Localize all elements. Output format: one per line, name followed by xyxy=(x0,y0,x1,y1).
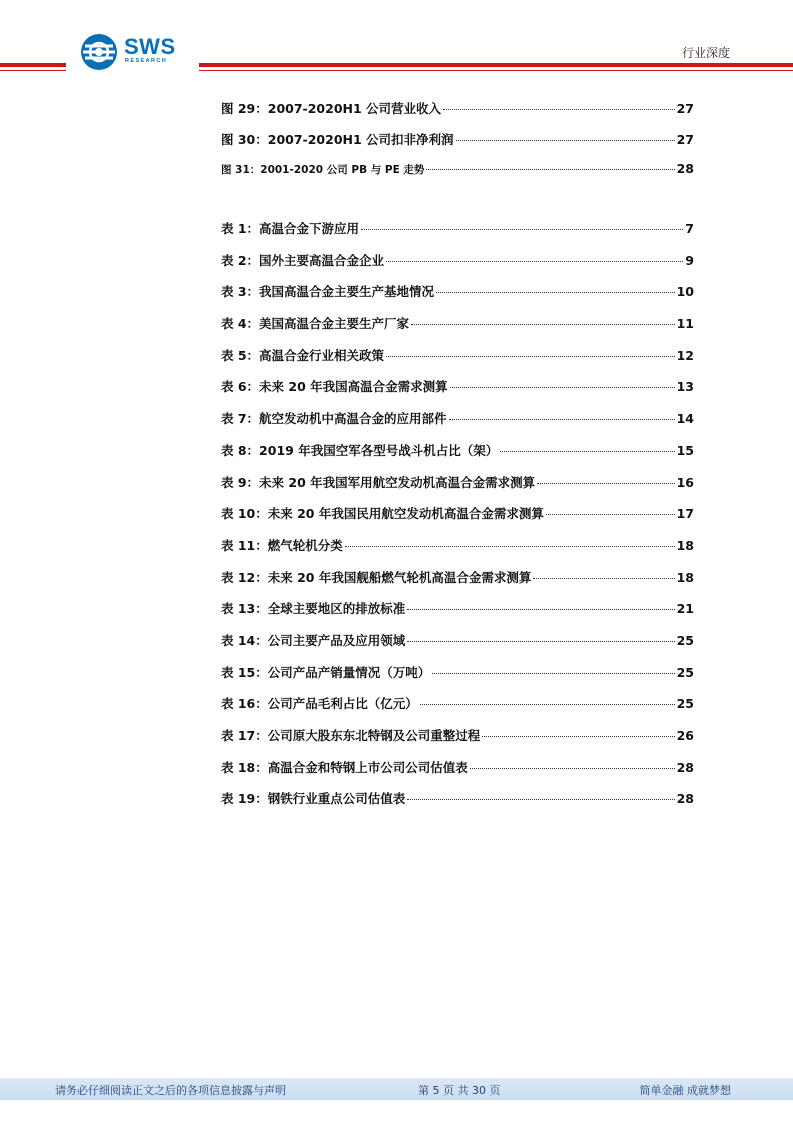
toc-entry-label: 表 12：未来 20 年我国舰船燃气轮机高温合金需求测算 xyxy=(221,569,532,585)
toc-entry-page: 12 xyxy=(676,347,694,363)
toc-entry-label: 表 4：美国高温合金主要生产厂家 xyxy=(221,316,410,332)
toc-entry-table-6[interactable] xyxy=(221,377,694,409)
toc-entry-page: 25 xyxy=(676,664,694,680)
toc-leader-dots xyxy=(456,140,675,141)
toc-entry-table-13[interactable] xyxy=(221,599,694,631)
toc-entry-label: 表 14：公司主要产品及应用领域 xyxy=(221,632,406,648)
toc-entry-label: 图 29：2007-2020H1 公司营业收入 xyxy=(221,101,442,116)
toc-entry-label: 表 13：全球主要地区的排放标准 xyxy=(221,601,406,617)
toc-entry-table-18[interactable] xyxy=(221,758,694,790)
toc-entry-label: 表 3：我国高温合金主要生产基地情况 xyxy=(221,284,435,300)
toc-entry-table-12[interactable] xyxy=(221,568,694,600)
toc-leader-dots xyxy=(426,169,674,170)
toc-leader-dots xyxy=(407,609,674,610)
toc-entry-label: 表 16：公司产品毛利占比（亿元） xyxy=(221,696,418,712)
toc-entry-label: 表 11：燃气轮机分类 xyxy=(221,537,343,553)
toc-entry-table-9[interactable] xyxy=(221,473,694,505)
toc-entry-label: 表 7：航空发动机中高温合金的应用部件 xyxy=(221,411,447,427)
toc-entry-label: 表 19：钢铁行业重点公司估值表 xyxy=(221,791,406,807)
sws-logo-icon xyxy=(80,33,118,71)
toc-leader-dots xyxy=(361,229,683,230)
toc-entry-figure-31[interactable] xyxy=(221,161,694,192)
toc-entry-table-1[interactable] xyxy=(221,219,694,251)
toc-leader-dots xyxy=(386,261,683,262)
toc-entry-table-7[interactable] xyxy=(221,409,694,441)
toc-entry-label: 表 6：未来 20 年我国高温合金需求测算 xyxy=(221,379,448,395)
logo-text: SWS xyxy=(124,34,176,59)
figure-list xyxy=(221,99,694,192)
logo xyxy=(80,33,190,73)
toc-entry-table-17[interactable] xyxy=(221,726,694,758)
toc-leader-dots xyxy=(500,451,674,452)
toc-entry-table-4[interactable] xyxy=(221,314,694,346)
header-rule-left-thin xyxy=(0,70,66,71)
toc-entry-label: 表 5：高温合金行业相关政策 xyxy=(221,347,385,363)
toc-entry-page: 28 xyxy=(676,791,694,807)
toc-leader-dots xyxy=(533,578,674,579)
toc-entry-label: 表 9：未来 20 年我国军用航空发动机高温合金需求测算 xyxy=(221,474,536,490)
toc-entry-page: 28 xyxy=(676,161,694,176)
toc-leader-dots xyxy=(546,514,675,515)
toc-entry-page: 17 xyxy=(676,506,694,522)
toc-entry-table-16[interactable] xyxy=(221,694,694,726)
toc-leader-dots xyxy=(432,673,674,674)
toc-entry-label: 表 17：公司原大股东东北特钢及公司重整过程 xyxy=(221,728,481,743)
toc-entry-page: 9 xyxy=(685,252,694,268)
footer-disclaimer: 请务必仔细阅读正文之后的各项信息披露与声明 xyxy=(55,1084,286,1097)
toc-entry-page: 18 xyxy=(676,569,694,585)
toc-entry-label: 图 31：2001-2020 公司 PB 与 PE 走势 xyxy=(221,164,425,176)
toc-entry-table-5[interactable] xyxy=(221,346,694,378)
header-rule-left xyxy=(0,63,66,67)
toc-entry-page: 28 xyxy=(676,759,694,775)
toc-entry-page: 25 xyxy=(676,632,694,648)
toc-entry-table-10[interactable] xyxy=(221,504,694,536)
toc-entry-figure-29[interactable] xyxy=(221,99,694,130)
toc-leader-dots xyxy=(407,799,674,800)
toc-leader-dots xyxy=(386,356,675,357)
toc-entry-page: 18 xyxy=(676,537,694,553)
toc-leader-dots xyxy=(449,419,675,420)
toc-entry-label: 表 2：国外主要高温合金企业 xyxy=(221,252,385,268)
header-rule-right xyxy=(199,63,793,67)
toc-leader-dots xyxy=(345,546,675,547)
toc-entry-page: 10 xyxy=(676,284,694,300)
toc-entry-figure-30[interactable] xyxy=(221,130,694,161)
footer-slogan: 简单金融 成就梦想 xyxy=(639,1084,731,1097)
toc-leader-dots xyxy=(443,109,675,110)
logo-subtext: RESEARCH xyxy=(125,58,168,64)
toc-entry-page: 27 xyxy=(676,101,694,116)
report-type-tag: 行业深度 xyxy=(681,46,730,60)
toc-entry-page: 16 xyxy=(676,474,694,490)
toc-entry-label: 图 30：2007-2020H1 公司扣非净利润 xyxy=(221,132,454,147)
toc-entry-label: 表 8：2019 年我国空军各型号战斗机占比（架） xyxy=(221,442,499,458)
toc-entry-page: 27 xyxy=(676,132,694,147)
toc-entry-label: 表 18：高温合金和特钢上市公司公司估值表 xyxy=(221,759,468,775)
toc-entry-table-2[interactable] xyxy=(221,251,694,283)
toc-entry-table-14[interactable] xyxy=(221,631,694,663)
toc-leader-dots xyxy=(420,704,675,705)
toc-entry-page: 15 xyxy=(676,442,694,458)
toc-entry-table-19[interactable] xyxy=(221,789,694,821)
toc-entry-page: 26 xyxy=(676,728,694,743)
toc-entry-table-15[interactable] xyxy=(221,663,694,695)
toc-leader-dots xyxy=(407,641,674,642)
header-rule-right-thin xyxy=(199,70,793,71)
page-footer xyxy=(0,1078,793,1100)
toc-entry-label: 表 1：高温合金下游应用 xyxy=(221,221,360,236)
toc-entry-page: 13 xyxy=(676,379,694,395)
toc-entry-page: 14 xyxy=(676,411,694,427)
toc-leader-dots xyxy=(470,768,675,769)
toc-entry-label: 表 15：公司产品产销量情况（万吨） xyxy=(221,664,431,680)
toc-entry-page: 11 xyxy=(676,316,694,332)
toc-leader-dots xyxy=(450,387,675,388)
toc-entry-table-8[interactable] xyxy=(221,441,694,473)
page-number: 第 5 页 共 30 页 xyxy=(418,1084,501,1097)
toc-entry-table-11[interactable] xyxy=(221,536,694,568)
toc-leader-dots xyxy=(436,292,675,293)
toc-entry-label: 表 10：未来 20 年我国民用航空发动机高温合金需求测算 xyxy=(221,506,544,522)
toc-leader-dots xyxy=(411,324,675,325)
toc-leader-dots xyxy=(537,483,674,484)
toc-entry-page: 7 xyxy=(685,221,694,236)
toc-leader-dots xyxy=(482,736,674,737)
table-list xyxy=(221,219,694,821)
toc-entry-page: 25 xyxy=(676,696,694,712)
toc-entry-page: 21 xyxy=(676,601,694,617)
toc-entry-table-3[interactable] xyxy=(221,282,694,314)
